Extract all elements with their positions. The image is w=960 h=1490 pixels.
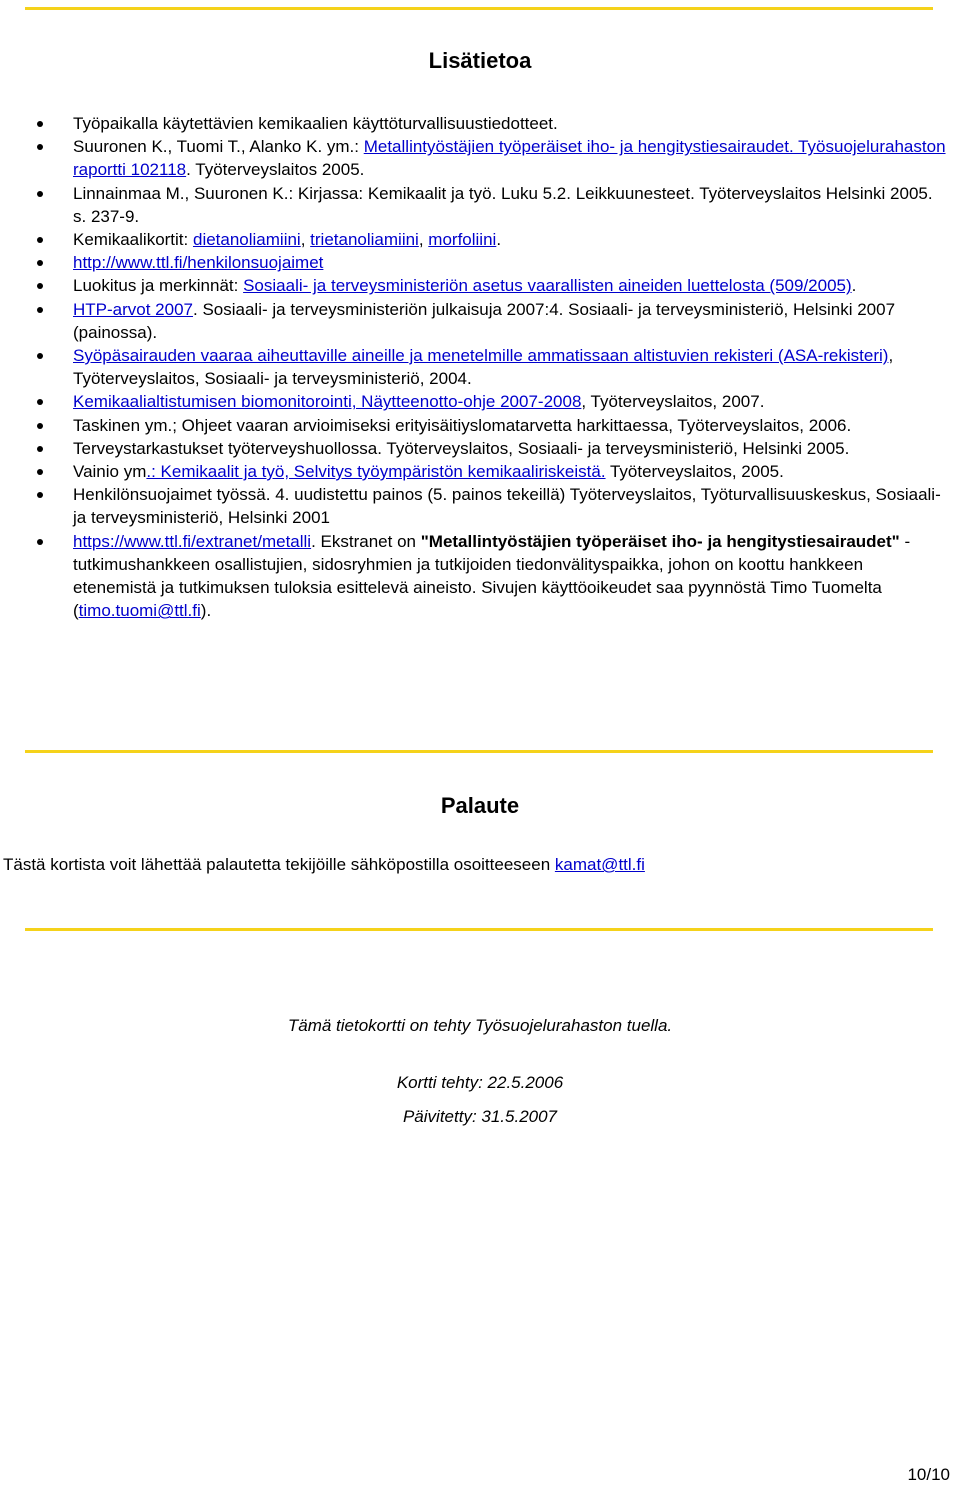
reference-item <box>0 437 960 460</box>
reference-text: Terveystarkastukset työterveyshuollossa. Työterveyslaitos, Sosiaali- ja terveysministeriö, Helsinki 2005. <box>73 438 850 458</box>
reference-link[interactable]: HTP-arvot 2007 <box>73 299 193 319</box>
bullet-icon <box>37 191 43 197</box>
reference-link[interactable]: morfoliini <box>428 230 497 250</box>
funding-note: Tämä tietokortti on tehty Työsuojelurahaston tuella. <box>287 1016 673 1035</box>
bullet-icon <box>37 469 43 475</box>
reference-list <box>0 112 960 622</box>
bullet-icon <box>37 353 43 359</box>
reference-item <box>0 483 960 529</box>
reference-item <box>0 460 960 483</box>
reference-item <box>0 390 960 413</box>
reference-text: Taskinen ym.; Ohjeet vaaran arvioimiseksi erityisäitiyslomatarvetta harkittaessa, Työterveyslaitos, 2006. <box>73 415 852 435</box>
bullet-icon <box>37 492 43 498</box>
reference-text: . <box>496 230 502 250</box>
reference-text: -tutkimushankkeen osallistujien, sidosryhmien ja tutkijoiden tiedonvälityspaikka, johon on koottu hankkeen etenemistä ja tutkimuksen tuloksia esittelevä aineisto. Sivujen käyttöoikeudet saa pyynnöstä Timo Tuomelta ( <box>73 531 911 621</box>
updated-date: Päivitetty: 31.5.2007 <box>402 1107 558 1126</box>
reference-link[interactable]: Syöpäsairauden vaaraa aiheuttaville aineille ja menetelmille ammatissaan altistuvien rekisteri (ASA-rekisteri) <box>73 346 889 366</box>
bullet-icon <box>37 260 43 266</box>
created-date: Kortti tehty: 22.5.2006 <box>396 1073 564 1092</box>
reference-link[interactable]: .: Kemikaalit ja työ, Selvitys työympäristön kemikaaliriskeistä. <box>146 462 606 482</box>
reference-link[interactable]: http://www.ttl.fi/henkilonsuojaimet <box>73 253 324 273</box>
page-number: 10/10 <box>907 1465 950 1484</box>
reference-link[interactable]: Metallintyöstäjien työperäiset iho- ja hengitystiesairaudet. Työsuojelurahaston raportti 102118 <box>73 137 946 180</box>
reference-link[interactable]: timo.tuomi@ttl.fi <box>78 601 201 621</box>
reference-text: Kemikaalikortit: <box>73 230 193 250</box>
reference-item <box>0 135 960 181</box>
reference-link[interactable]: Sosiaali- ja terveysministeriön asetus vaarallisten aineiden luettelosta (509/2005) <box>243 276 852 296</box>
reference-link[interactable]: https://www.ttl.fi/extranet/metalli <box>73 531 312 551</box>
reference-text: Henkilönsuojaimet työssä. 4. uudistettu painos (5. painos tekeillä) Työterveyslaitos, Työturvallisuuskeskus, Sosiaali- ja terveysministeriö, Helsinki 2001 <box>73 485 941 528</box>
bullet-icon <box>37 237 43 243</box>
bullet-icon <box>37 399 43 405</box>
reference-text: Suuronen K., Tuomi T., Alanko K. ym.: <box>73 137 364 157</box>
reference-text: , Työterveyslaitos, Sosiaali- ja terveysministeriö, 2004. <box>73 346 894 389</box>
bullet-icon <box>37 283 43 289</box>
reference-item <box>0 344 960 390</box>
top-divider <box>25 7 933 10</box>
reference-text: Linnainmaa M., Suuronen K.: Kirjassa: Kemikaalit ja työ. Luku 5.2. Leikkuunesteet. Työterveyslaitos Helsinki 2005. s. 237-9. <box>73 183 933 226</box>
reference-text: ). <box>200 601 212 621</box>
reference-text: , Työterveyslaitos, 2007. <box>581 392 765 412</box>
feedback-paragraph <box>3 855 645 875</box>
heading-lisatietoa: Lisätietoa <box>428 48 532 73</box>
reference-item <box>0 112 960 135</box>
reference-item <box>0 274 960 297</box>
reference-text: . Ekstranet on <box>311 531 421 551</box>
reference-item <box>0 251 960 274</box>
bullet-icon <box>37 423 43 429</box>
divider-bottom <box>25 928 933 931</box>
bullet-icon <box>37 539 43 545</box>
reference-link[interactable]: trietanoliamiini <box>310 230 419 250</box>
bullet-icon <box>37 144 43 150</box>
reference-text: . <box>851 276 857 296</box>
reference-text: Luokitus ja merkinnät: <box>73 276 244 296</box>
reference-text: Työterveyslaitos, 2005. <box>605 462 784 482</box>
reference-link[interactable]: dietanoliamiini <box>192 230 301 250</box>
divider-middle <box>25 750 933 753</box>
reference-text: , <box>300 230 311 250</box>
feedback-email-link[interactable]: kamat@ttl.fi <box>554 855 645 874</box>
reference-item <box>0 414 960 437</box>
reference-link[interactable]: Kemikaalialtistumisen biomonitorointi, Näytteenotto-ohje 2007-2008 <box>73 392 582 412</box>
reference-text: . Sosiaali- ja terveysministeriön julkaisuja 2007:4. Sosiaali- ja terveysministeriö, Helsinki 2007 (painossa). <box>73 299 896 342</box>
reference-text: Työpaikalla käytettävien kemikaalien käyttöturvallisuustiedotteet. <box>73 114 558 133</box>
reference-item <box>0 228 960 251</box>
bullet-icon <box>37 307 43 313</box>
reference-item <box>0 298 960 344</box>
reference-text: . Työterveyslaitos 2005. <box>186 160 365 180</box>
feedback-text: Tästä kortista voit lähettää palautetta tekijöille sähköpostilla osoitteeseen <box>3 855 555 874</box>
reference-item <box>0 530 960 623</box>
bullet-icon <box>37 121 43 127</box>
bullet-icon <box>37 446 43 452</box>
reference-text: , <box>418 230 429 250</box>
reference-item <box>0 182 960 228</box>
reference-text: "Metallintyöstäjien työperäiset iho- ja hengitystiesairaudet" <box>420 531 900 551</box>
heading-palaute: Palaute <box>440 793 520 818</box>
reference-text: Vainio ym <box>73 462 147 482</box>
